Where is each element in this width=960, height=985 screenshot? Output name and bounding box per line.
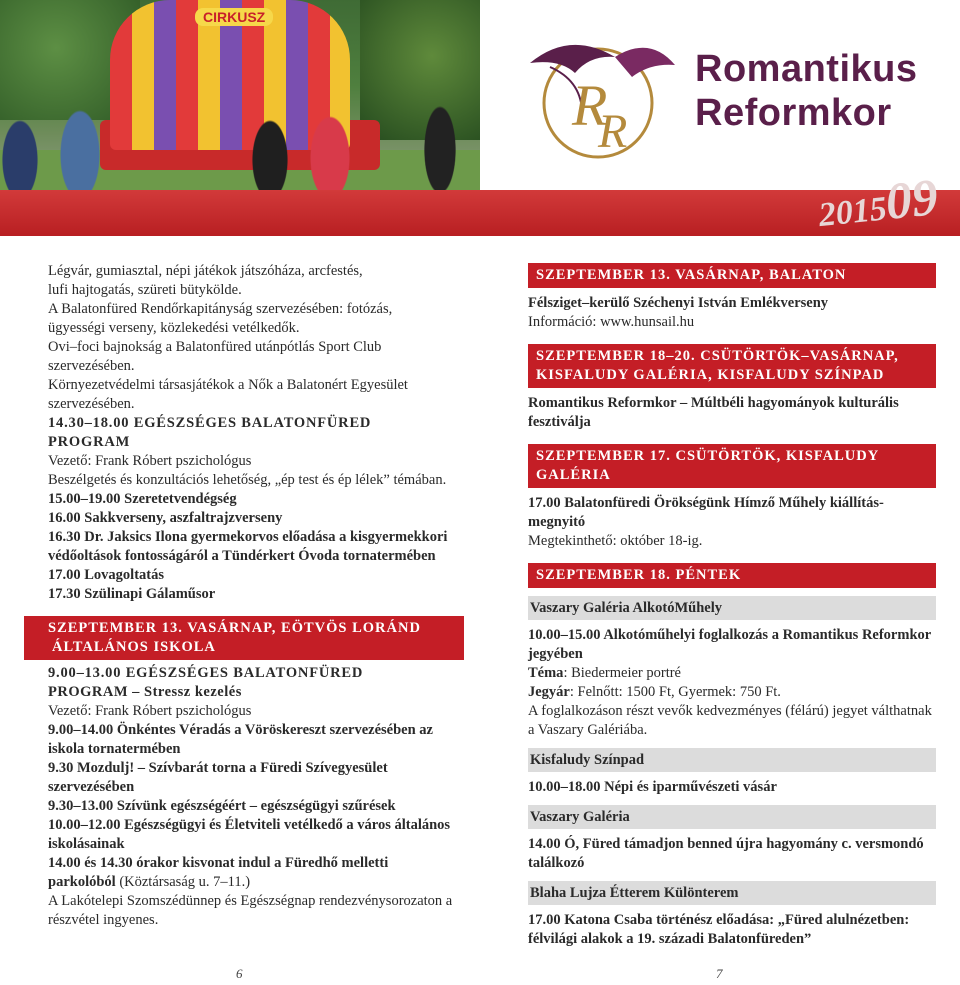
intro-line: lufi hajtogatás, szüreti bütyköldе. <box>48 282 242 298</box>
event-title: 14.00 Ó, Füred támadjon benned újra hagyomány c. versmondó találkozó <box>528 836 924 871</box>
event-title: 17.00 Balatonfüredi Örökségünk Hímző Műhely kiállítás-megnyitó <box>528 495 884 530</box>
program-lead: Vezető: Frank Róbert pszichológus <box>48 453 252 469</box>
rr-monogram-icon <box>520 25 680 165</box>
logo-title <box>695 47 917 135</box>
list-item: 17.30 Szülinapi Gálaműsor <box>48 586 216 602</box>
section-heading: SZEPTEMBER 17. CSÜTÖRTÖK, KISFALUDY GALÉRIA <box>528 444 936 488</box>
left-column <box>48 262 458 930</box>
tent-sign: CIRKUSZ <box>195 8 273 26</box>
intro-line: Ovi–foci bajnokság a Balatonfüred utánpótlás Sport Club <box>48 339 382 355</box>
program-desc: Beszélgetés és konzultációs lehetőség, „ép test és ép lélek” témában. <box>48 472 447 488</box>
section-heading: SZEPTEMBER 13. VASÁRNAP, EÖTVÖS LORÁND ÁLTALÁNOS ISKOLA <box>24 616 464 660</box>
venue-heading: Kisfaludy Színpad <box>528 748 936 772</box>
svg-text:R: R <box>572 73 608 138</box>
intro-line: szervezésében. <box>48 358 135 374</box>
svg-text:R: R <box>598 105 628 158</box>
section-heading: SZEPTEMBER 18–20. CSÜTÖRTÖK–VASÁRNAP, KISFALUDY GALÉRIA, KISFALUDY SZÍNPAD <box>528 344 936 388</box>
program-title: 14.30–18.00 EGÉSZSÉGES BALATONFÜRED <box>48 415 372 431</box>
event-title: Romantikus Reformkor – Múltbéli hagyományok kulturális fesztiválja <box>528 395 899 430</box>
list-item: 15.00–19.00 Szeretetvendégség <box>48 491 237 507</box>
logo-title-line1: Romantikus <box>695 48 918 90</box>
event-title: 17.00 Katona Csaba történész előadása: „Füred alulnézetben: félvilági alakok a 19. századi Balatonfüreden” <box>528 912 910 947</box>
section-heading: SZEPTEMBER 13. VASÁRNAP, BALATON <box>528 263 936 288</box>
event-price: Jegyár: Felnőtt: 1500 Ft, Gyermek: 750 Ft. <box>528 684 781 700</box>
list-item: 16.00 Sakkverseny, aszfaltrajzverseny <box>48 510 283 526</box>
list-item: 9.00–14.00 Önkéntes Véradás a Vöröskereszt szervezésében az iskola tornatermében <box>48 722 433 757</box>
intro-line: Környezetvédelmi társasjátékok a Nők a Balatonért Egyesület <box>48 377 408 393</box>
event-title: 10.00–18.00 Népi és iparművészeti vásár <box>528 779 777 795</box>
intro-line: ügyességi verseny, közlekedési vetélkedők. <box>48 320 300 336</box>
section-heading: SZEPTEMBER 18. PÉNTEK <box>528 563 936 588</box>
page-number-left: 6 <box>236 966 243 981</box>
year-big: 09 <box>882 168 941 232</box>
list-item: 10.00–12.00 Egészségügyi és Életviteli vetélkedő a város általános iskolásainak <box>48 817 451 852</box>
year-mark <box>815 168 941 239</box>
year-small: 2015 <box>817 190 889 235</box>
event-title: 10.00–15.00 Alkotóműhelyi foglalkozás a Romantikus Reformkor jegyében <box>528 627 931 662</box>
bus-info: 14.00 és 14.30 órakor kisvonat indul a Füredhő melletti parkolóból (Köztársaság u. 7–11.) <box>48 855 389 890</box>
program-title: 9.00–13.00 EGÉSZSÉGES BALATONFÜRED <box>48 665 364 681</box>
event-info: Információ: www.hunsail.hu <box>528 314 695 330</box>
list-item: 17.00 Lovagoltatás <box>48 567 164 583</box>
program-title-2: PROGRAM – Stressz kezelés <box>48 684 242 700</box>
header-photo <box>0 0 480 190</box>
venue-heading: Vaszary Galéria AlkotóMűhely <box>528 596 936 620</box>
event-info: Megtekinthető: október 18-ig. <box>528 533 703 549</box>
intro-line: Légvár, gumiasztal, népi játékok játszóháza, arcfestés, <box>48 263 363 279</box>
event-theme: Téma: Biedermeier portré <box>528 665 681 681</box>
venue-heading: Blaha Lujza Étterem Különterem <box>528 881 936 905</box>
program-title-2: PROGRAM <box>48 434 131 450</box>
event-note: A foglalkozáson részt vevők kedvezményes (félárú) jegyet válthatnak a Vaszary Galériába. <box>528 703 932 738</box>
list-item: 9.30–13.00 Szívünk egészségéért – egészségügyi szűrések <box>48 798 396 814</box>
venue-heading: Vaszary Galéria <box>528 805 936 829</box>
page-number-right: 7 <box>716 966 723 981</box>
crowd <box>0 100 480 190</box>
list-item: 16.30 Dr. Jaksics Ilona gyermekorvos előadása a kisgyermekkori védőoltások fontosságáról a Tündérkert Óvoda tornatermében <box>48 529 448 564</box>
closing-note: A Lakótelepi Szomszédünnep és Egészségnap rendezvénysorozaton a részvétel ingyenes. <box>48 893 453 928</box>
logo <box>520 25 940 165</box>
right-column <box>528 263 936 949</box>
intro-line: A Balatonfüred Rendőrkapitányság szervezésében: fotózás, <box>48 301 393 317</box>
program-lead: Vezető: Frank Róbert pszichológus <box>48 703 252 719</box>
list-item: 9.30 Mozdulj! – Szívbarát torna a Füredi Szívegyesület szervezésében <box>48 760 388 795</box>
logo-title-line2: Reformkor <box>695 92 892 134</box>
intro-line: szervezésében. <box>48 396 135 412</box>
event-title: Félsziget–kerülő Széchenyi István Emlékverseny <box>528 295 829 311</box>
